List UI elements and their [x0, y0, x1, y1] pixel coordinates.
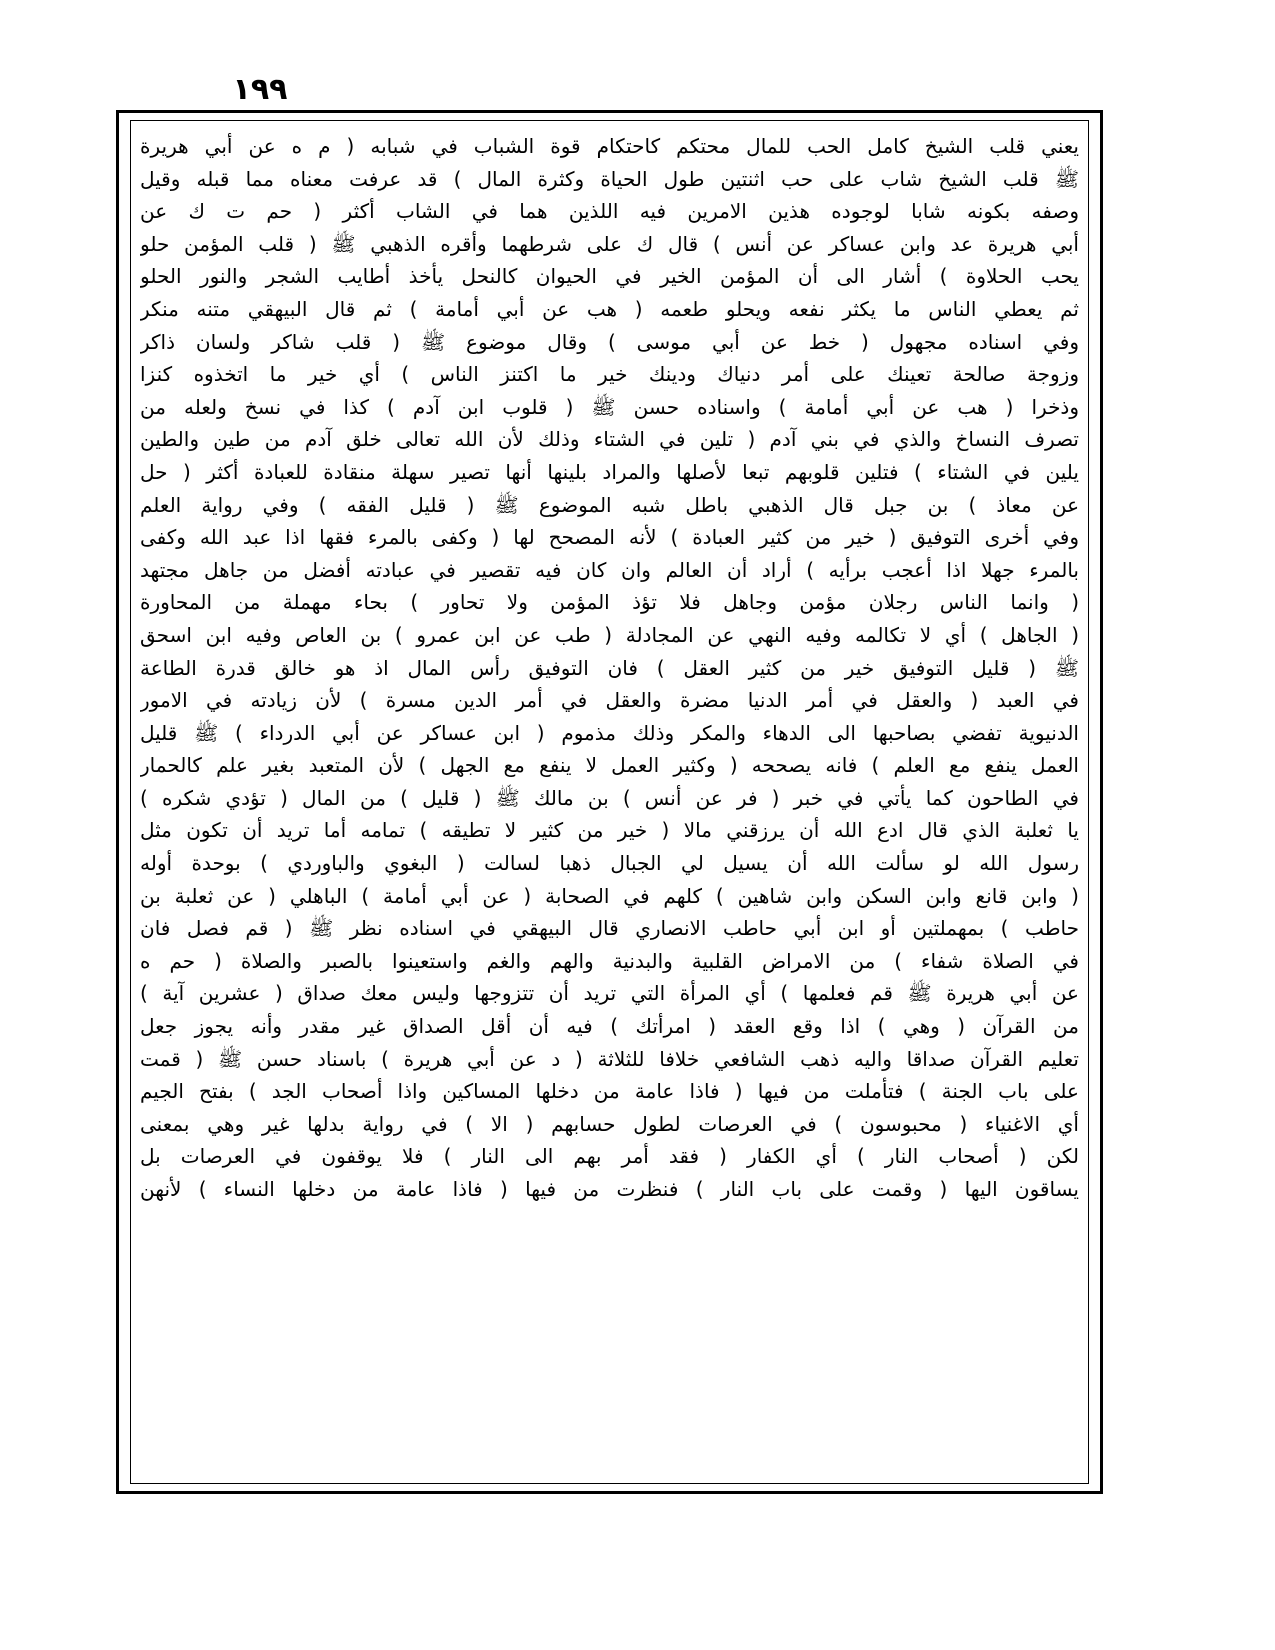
text-line: ( وانما الناس رجلان مؤمن وجاهل فلا تؤذ المؤمن ولا تحاور ) بحاء مهملة من المحاورة: [140, 590, 1079, 615]
text-line: يحب الحلاوة ) أشار الى أن المؤمن الخير في الحيوان كالنحل يأخذ أطايب الشجر والنور الحلو: [140, 264, 1079, 289]
text-line: في الصلاة شفاء ) من الامراض القلبية والبدنية والهم والغم واستعينوا بالصبر والصلاة ( حم ه: [140, 948, 1079, 973]
text-line: يلين في الشتاء ) فتلين قلوبهم تبعا لأصلها والمراد بلينها أنها تصير سهلة منقادة للعبادة أكثر ( حل: [140, 459, 1079, 484]
text-line: وصفه بكونه شابا لوجوده هذين الامرين فيه اللذين هما في الشاب أكثر ( حم ت ك عن: [140, 199, 1079, 224]
text-line: أي الاغنياء ( محبوسون ) في العرصات لطول حسابهم ( الا ) في رواية بدلها غير وهي بمعنى: [140, 1111, 1079, 1136]
text-line: في العبد ( والعقل في أمر الدنيا مضرة والعقل في أمر الدين مسرة ) لأن زيادته في الامور: [140, 688, 1079, 713]
text-line: وزوجة صالحة تعينك على أمر دنياك ودينك خير ما اكتنز الناس ) أي خير ما اتخذوه كنزا: [140, 362, 1079, 387]
text-line: وفي أخرى التوفيق ( خير من كثير العبادة ) لأنه المصحح لها ( وكفى بالمرء فقها اذا عبد الله وكفى: [140, 525, 1079, 550]
text-line: تصرف النساخ والذي في بني آدم ( تلين في الشتاء وذلك لأن الله تعالى خلق آدم من طين والطين: [140, 427, 1079, 452]
text-line: عن معاذ ) بن جبل قال الذهبي باطل شبه الموضوع ﷺ ( قليل الفقه ) وفي رواية العلم: [140, 492, 1079, 517]
text-line: ثم يعطي الناس ما يكثر نفعه ويحلو طعمه ( هب عن أبي أمامة ) ثم قال البيهقي متنه منكر: [140, 296, 1079, 321]
text-line: على باب الجنة ) فتأملت من فيها ( فاذا عامة من دخلها المساكين واذا أصحاب الجد ) بفتح الجيم: [140, 1079, 1079, 1104]
text-line: الدنيوية تفضي بصاحبها الى الدهاء والمكر وذلك مذموم ( ابن عساكر عن أبي الدرداء ) ﷺ قليل: [140, 720, 1079, 745]
text-line: تعليم القرآن صداقا واليه ذهب الشافعي خلافا للثلاثة ( د عن أبي هريرة ) باسناد حسن ﷺ ( قمت: [140, 1046, 1079, 1071]
text-line: ﷺ قلب الشيخ شاب على حب اثنتين طول الحياة وكثرة المال ) قد عرفت معناه مما قبله وقيل: [140, 166, 1079, 191]
text-line: حاطب ) بمهملتين أو ابن أبي حاطب الانصاري قال البيهقي في اسناده نظر ﷺ ( قم فصل فان: [140, 916, 1079, 941]
text-line: لكن ( أصحاب النار ) أي الكفار ( فقد أمر بهم الى النار ) فلا يوقفون في العرصات بل: [140, 1144, 1079, 1169]
text-line: يساقون اليها ( وقمت على باب النار ) فنظرت من فيها ( فاذا عامة من دخلها النساء ) لأنهن: [140, 1177, 1079, 1201]
text-line: أبي هريرة عد وابن عساكر عن أنس ) قال ك على شرطهما وأقره الذهبي ﷺ ( قلب المؤمن حلو: [140, 231, 1079, 256]
text-line: رسول الله لو سألت الله أن يسيل لي الجبال ذهبا لسالت ( البغوي والباوردي ) بوحدة أوله: [140, 851, 1079, 876]
text-line: ( وابن قانع وابن السكن وابن شاهين ) كلهم في الصحابة ( عن أبي أمامة ) الباهلي ( عن ثعلبة بن: [140, 883, 1079, 908]
text-line: عن أبي هريرة ﷺ قم فعلمها ) أي المرأة التي تريد أن تتزوجها وليس معك صداق ( عشرين آية ): [140, 981, 1079, 1006]
page-number: ١٩٩: [232, 72, 288, 107]
text-line: في الطاحون كما يأتي في خبر ( فر عن أنس ) بن مالك ﷺ ( قليل ) من المال ( تؤدي شكره ): [140, 785, 1079, 810]
text-line: ﷺ ( قليل التوفيق خير من كثير العقل ) فان التوفيق رأس المال اذ هو خالق قدرة الطاعة: [140, 655, 1079, 680]
text-line: ( الجاهل ) أي لا تكالمه وفيه النهي عن المجادلة ( طب عن ابن عمرو ) بن العاص وفيه ابن اسحق: [140, 622, 1079, 647]
text-body: [140, 130, 1079, 1474]
text-line: يعني قلب الشيخ كامل الحب للمال محتكم كاحتكام قوة الشباب في شبابه ( م ه عن أبي هريرة: [140, 134, 1079, 158]
text-line: بالمرء جهلا اذا أعجب برأيه ) أراد أن العالم وان كان فيه تقصير في عبادته أفضل من جاهل مجتهد: [140, 557, 1079, 582]
text-line: العمل ينفع مع العلم ) فانه يصححه ( وكثير العمل لا ينفع مع الجهل ) لأن المتعبد بغير علم كالحمار: [140, 753, 1079, 778]
text-line: يا ثعلبة الذي قال ادع الله أن يرزقني مالا ( خير من كثير لا تطيقه ) تمامه أما تريد أن تكون مثل: [140, 818, 1079, 843]
text-line: وذخرا ( هب عن أبي أمامة ) واسناده حسن ﷺ ( قلوب ابن آدم ) كذا في نسخ ولعله من: [140, 394, 1079, 419]
text-line: من القرآن ( وهي ) اذا وقع العقد ( امرأتك ) فيه أن أقل الصداق غير مقدر وأنه يجوز جعل: [140, 1014, 1079, 1039]
text-line: وفي اسناده مجهول ( خط عن أبي موسى ) وقال موضوع ﷺ ( قلب شاكر ولسان ذاكر: [140, 329, 1079, 354]
